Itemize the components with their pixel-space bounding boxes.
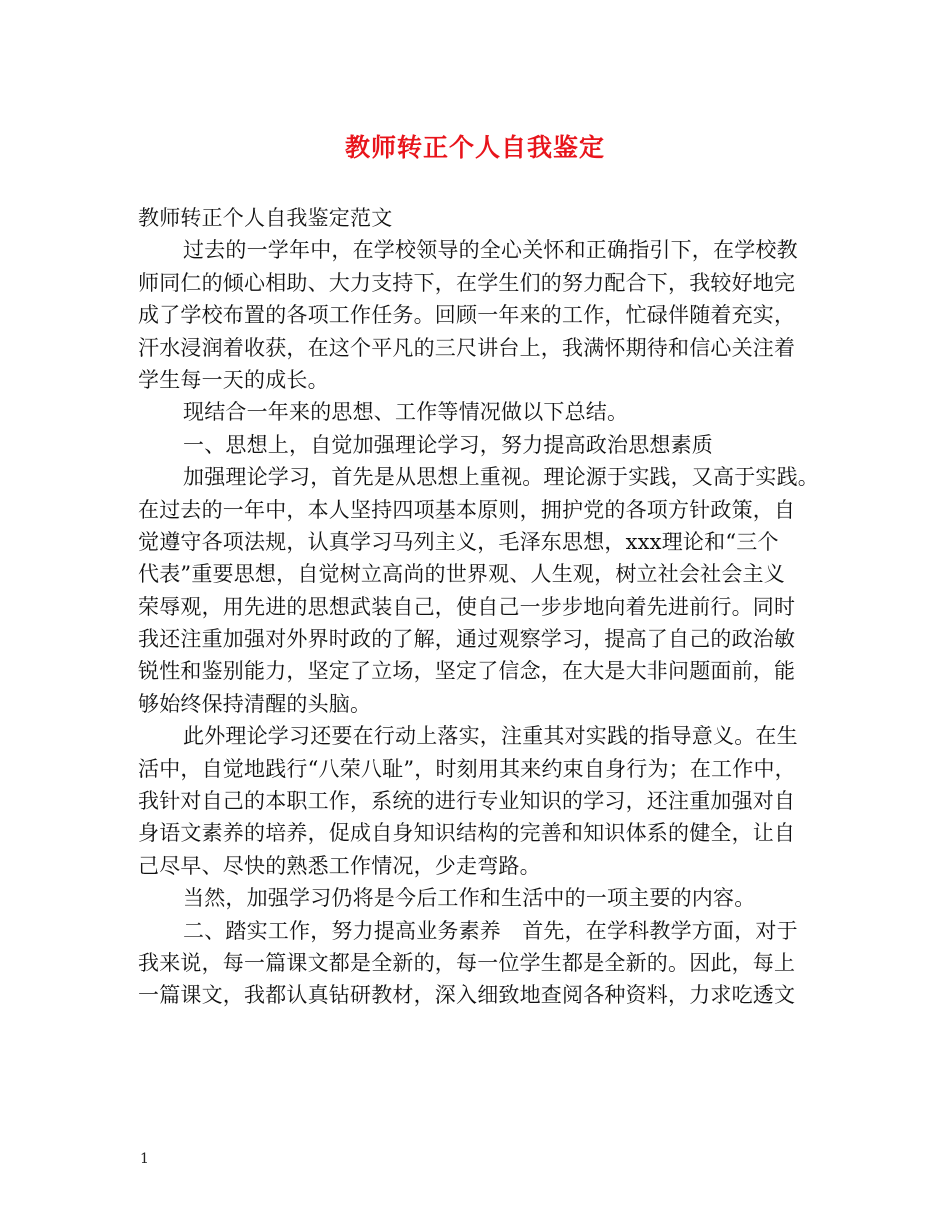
- body-line: 我还注重加强对外界时政的了解，通过观察学习，提高了自己的政治敏: [138, 627, 796, 652]
- body-line: 在过去的一年中，本人坚持四项基本原则，拥护党的各项方针政策，自: [138, 497, 796, 522]
- body-line: 当然，加强学习仍将是今后工作和生活中的一项主要的内容。: [183, 886, 756, 911]
- body-line: 我来说，每一篇课文都是全新的，每一位学生都是全新的。因此，每上: [138, 950, 796, 975]
- page-number: 1: [140, 1151, 149, 1167]
- body-line: 己尽早、尽快的熟悉工作情况，少走弯路。: [138, 853, 541, 878]
- body-line: 锐性和鉴别能力，坚定了立场，坚定了信念，在大是大非问题面前，能: [138, 659, 796, 684]
- body-line: 一篇课文，我都认真钻研教材，深入细致地查阅各种资料，力求吃透文: [138, 983, 796, 1008]
- body-line: 师同仁的倾心相助、大力支持下，在学生们的努力配合下，我较好地完: [138, 270, 796, 295]
- body-line: 汗水浸润着收获，在这个平凡的三尺讲台上，我满怀期待和信心关注着: [138, 335, 796, 360]
- section-heading: 二、踏实工作，努力提高业务素养 首先，在学科教学方面，对于: [183, 918, 798, 943]
- body-line: 荣辱观，用先进的思想武装自己，使自己一步步地向着先进前行。同时: [138, 594, 796, 619]
- body-line: 够始终保持清醒的头脑。: [138, 691, 372, 716]
- body-line: 成了学校布置的各项工作任务。回顾一年来的工作，忙碌伴随着充实，: [138, 303, 796, 328]
- body-line: 此外理论学习还要在行动上落实，注重其对实践的指导意义。在生: [183, 724, 798, 749]
- body-line: 身语文素养的培养，促成自身知识结构的完善和知识体系的健全，让自: [138, 821, 796, 846]
- body-line: 代表”重要思想，自觉树立高尚的世界观、人生观，树立社会社会主义: [138, 562, 785, 587]
- document-body: [138, 202, 824, 1012]
- body-line: 学生每一天的成长。: [138, 367, 329, 392]
- body-line-subtitle: 教师转正个人自我鉴定范文: [138, 206, 393, 230]
- body-line: 觉遵守各项法规，认真学习马列主义，毛泽东思想，xxx理论和“三个: [138, 529, 779, 554]
- body-line: 加强理论学习，首先是从思想上重视。理论源于实践，又高于实践。: [183, 465, 819, 490]
- body-line: 活中，自觉地践行“八荣八耻”，时刻用其来约束自身行为；在工作中，: [138, 756, 796, 781]
- section-heading: 一、思想上，自觉加强理论学习，努力提高政治思想素质: [183, 432, 713, 457]
- body-line: 现结合一年来的思想、工作等情况做以下总结。: [183, 400, 629, 425]
- body-line: 我针对自己的本职工作，系统的进行专业知识的学习，还注重加强对自: [138, 789, 796, 814]
- document-title: 教师转正个人自我鉴定: [344, 133, 605, 162]
- body-line: 过去的一学年中，在学校领导的全心关怀和正确指引下，在学校教: [183, 238, 798, 263]
